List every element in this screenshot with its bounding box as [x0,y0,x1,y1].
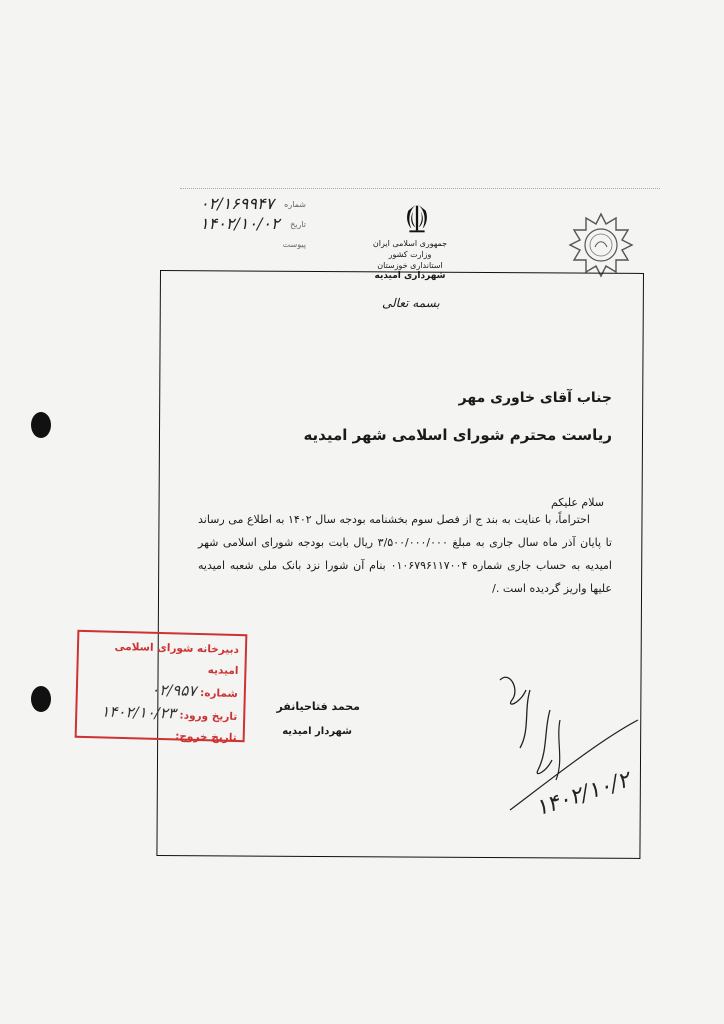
stamp-number-label: شماره: [199,687,238,701]
org-line-4: شهرداری امیدیه [374,271,446,281]
municipality-seal-icon [568,212,634,278]
signer-name: محمد فتاحیانفر [276,700,360,713]
stamp-entry-label: تاریخ ورود: [179,709,238,724]
addressee-name: جناب آقای خاوری مهر [458,390,612,406]
org-line-1: جمهوری اسلامی ایران [372,239,448,248]
addressee-title: ریاست محترم شورای اسلامی شهر امیدیه [303,426,612,444]
greeting: سلام علیکم [550,496,604,509]
council-receipt-stamp [75,630,248,742]
number-label: شماره [284,200,306,209]
iran-emblem-icon [398,200,436,238]
handwritten-date: ۱۴۰۲/۱۰/۲ [532,767,634,822]
signer-title: شهردار امیدیه [282,726,352,737]
header-divider [180,188,660,189]
handwritten-signature [490,660,640,850]
letter-number: ۰۲/۱۶۹۹۴۷ [200,194,275,213]
stamp-exit-label: تاریخ خروج: [175,730,237,744]
date-label: تاریخ [290,220,306,229]
bismillah-heading: بسمه تعالی [382,296,440,310]
stamp-title: دبیرخانه شورای اسلامی امیدیه [114,640,240,678]
body-paragraph: احتراماً، با عنایت به بند ج از فصل سوم بخشنامه بودجه سال ۱۴۰۲ به اطلاع می رساند تا پایان آذر ماه سال جاری به مبلغ ۳/۵۰۰/۰۰۰/۰۰۰ ریال بابت بودجه شورای اسلامی شهر امیدیه به حساب جاری شماره ۰۱۰۶۷۹۶۱۱۷۰۰۴ بنام آن شورا نزد بانک ملی شعبه امیدیه علیها واریز گردیده است ./ [198,513,612,595]
punch-hole-top [31,412,51,438]
org-line-3: استانداری خوزستان [377,261,443,270]
stamp-entry-value: ۱۴۰۲/۱۰/۲۳ [101,702,177,723]
letter-date: ۱۴۰۲/۱۰/۰۲ [200,214,280,233]
punch-hole-bottom [31,686,51,712]
org-line-2: وزارت کشور [388,250,432,259]
stamp-number-value: ۰۲/۹۵۷ [150,680,197,700]
attachment-label: پیوست [282,240,306,249]
letter-body [198,508,612,600]
letter-reference-block [196,196,306,256]
